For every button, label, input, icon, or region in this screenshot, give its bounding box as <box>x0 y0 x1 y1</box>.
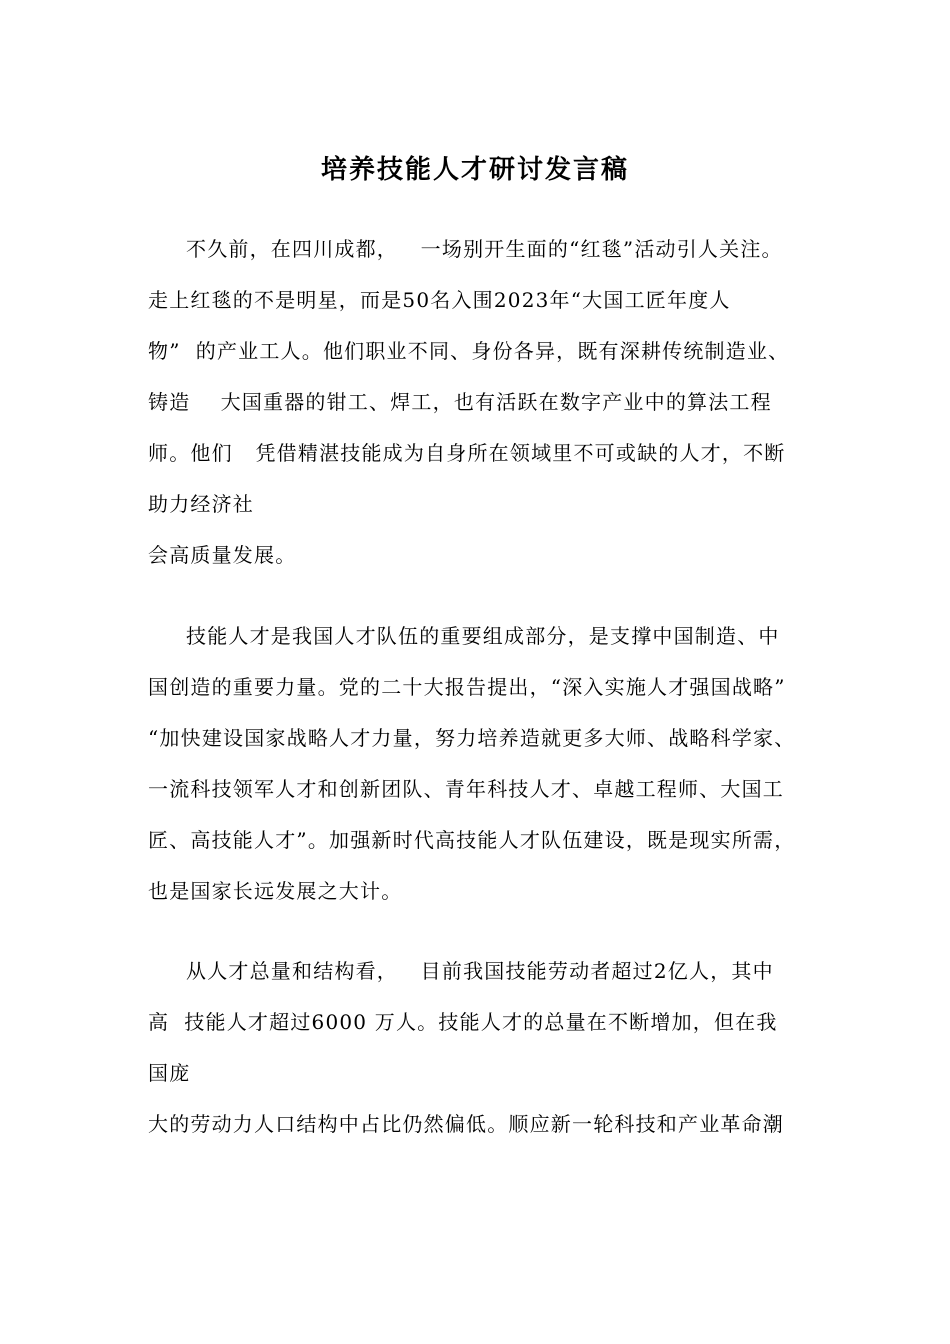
paragraph-line: 匠、高技能人才”。加强新时代高技能人才队伍建设，既是现实所需， <box>148 828 796 852</box>
paragraph-line: 不久前，在四川成都， 一场别开生面的“红毯”活动引人关注。 <box>186 237 783 261</box>
paragraph-line: “加快建设国家战略人才力量，努力培养造就更多大师、战略科学家、 <box>148 726 796 750</box>
paragraph-1 <box>148 224 808 581</box>
paragraph-line: 师。他们 凭借精湛技能成为自身所在领域里不可或缺的人才，不断 <box>148 441 786 465</box>
paragraph-line: 从人才总量和结构看， 目前我国技能劳动者超过2亿人，其中 <box>186 959 774 983</box>
paragraph-line: 一流科技领军人才和创新团队、青年科技人才、卓越工程师、大国工 <box>148 777 784 801</box>
paragraph-line: 也是国家长远发展之大计。 <box>148 879 403 903</box>
paragraph-line: 物” 的产业工人。他们职业不同、身份各异，既有深耕传统制造业、 <box>148 339 790 363</box>
paragraph-line: 大的劳动力人口结构中占比仍然偏低。顺应新一轮科技和产业革命潮 <box>148 1112 784 1136</box>
paragraph-2 <box>148 611 808 917</box>
paragraph-line: 铸造 大国重器的钳工、焊工，也有活跃在数字产业中的算法工程 <box>148 390 772 414</box>
paragraph-3 <box>148 946 808 1150</box>
document-title: 培养技能人才研讨发言稿 <box>320 155 629 185</box>
paragraph-line: 走上红毯的不是明星，而是50名入围2023年“大国工匠年度人 <box>148 288 731 312</box>
paragraph-line: 高 技能人才超过6000 万人。技能人才的总量在不断增加，但在我 <box>148 1010 778 1034</box>
paragraph-line: 国创造的重要力量。党的二十大报告提出，“深入实施人才强国战略” <box>148 675 786 699</box>
paragraph-line: 助力经济社 <box>148 492 254 516</box>
paragraph-line: 技能人才是我国人才队伍的重要组成部分，是支撑中国制造、中 <box>186 624 780 648</box>
paragraph-line: 国庞 <box>148 1061 191 1085</box>
paragraph-line: 会高质量发展。 <box>148 543 297 567</box>
